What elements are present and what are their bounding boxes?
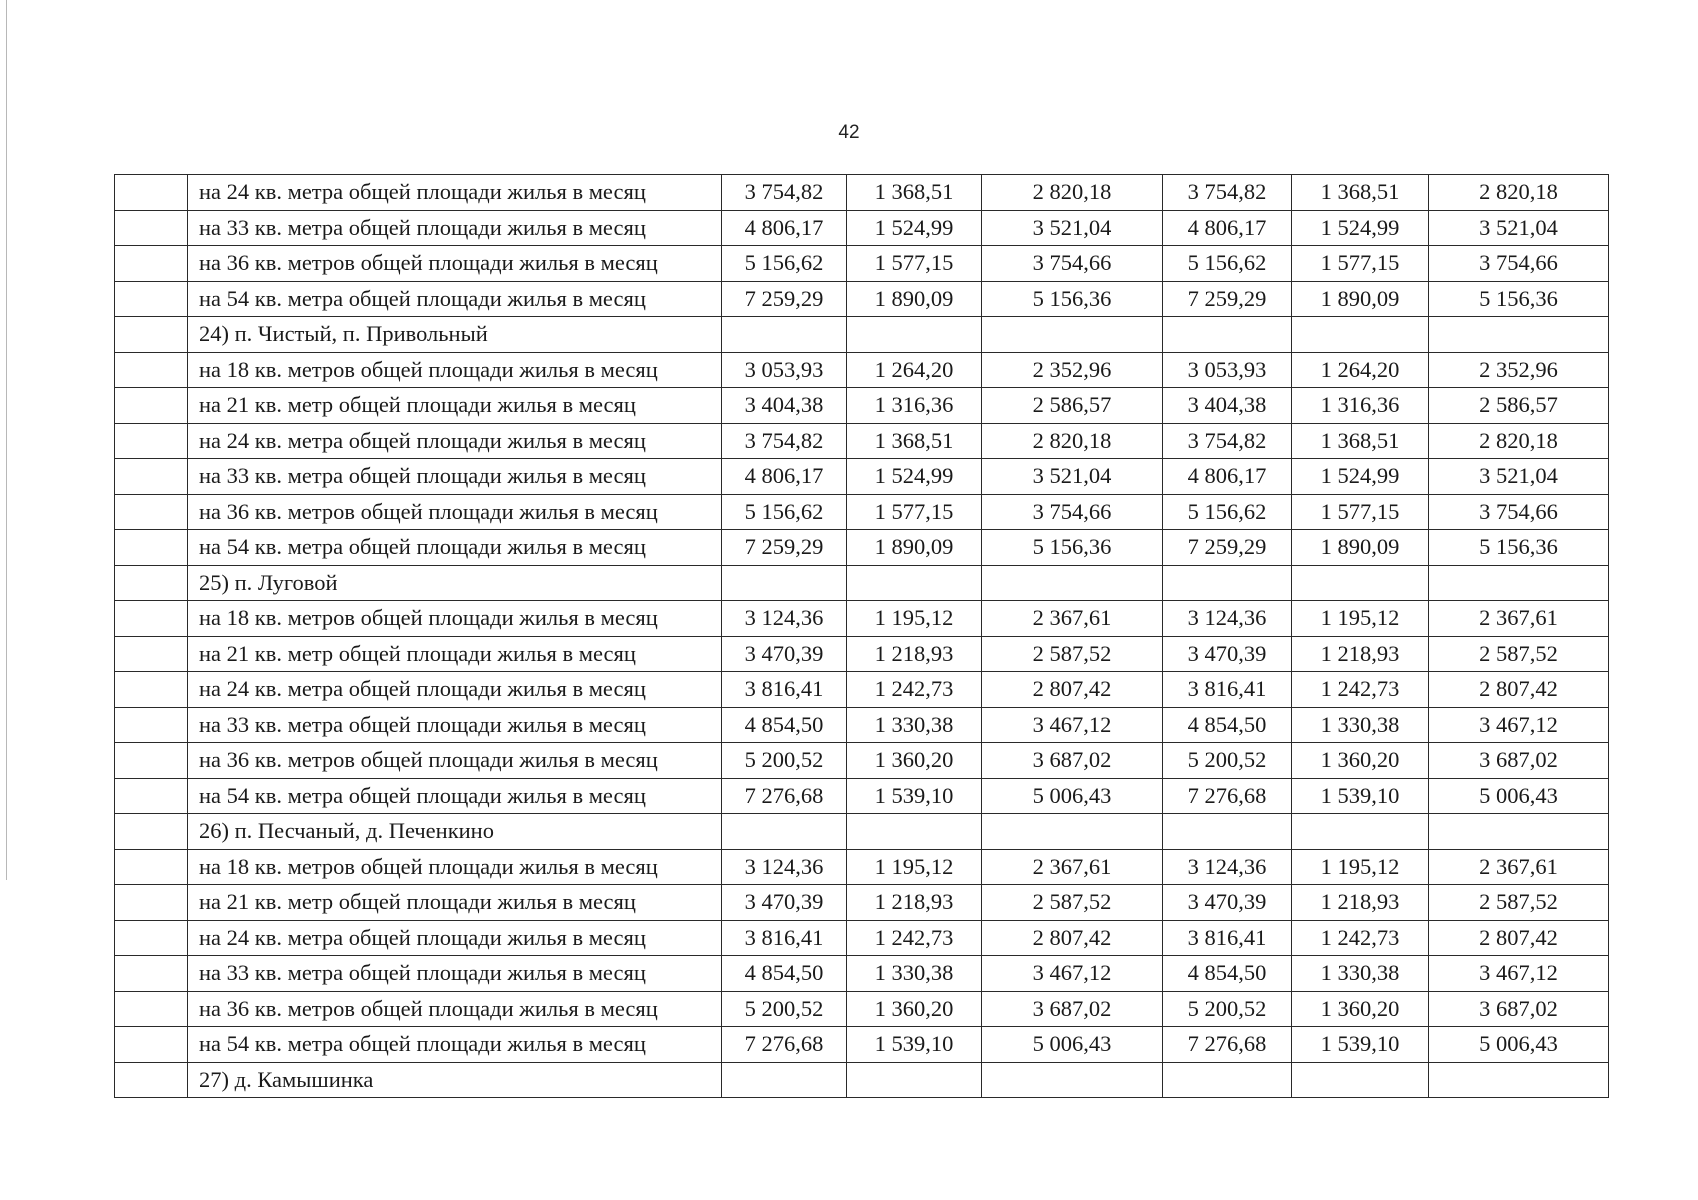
value-cell: 1 264,20 — [847, 352, 982, 388]
value-cell: 4 854,50 — [722, 707, 847, 743]
value-cell: 3 470,39 — [722, 636, 847, 672]
value-cell: 2 352,96 — [1429, 352, 1609, 388]
value-cell: 2 807,42 — [1429, 920, 1609, 956]
value-cell: 1 195,12 — [847, 601, 982, 637]
row-number-cell — [115, 707, 188, 743]
value-cell: 5 156,62 — [1163, 246, 1292, 282]
value-cell: 3 521,04 — [982, 459, 1163, 495]
value-cell: 5 200,52 — [722, 991, 847, 1027]
row-number-cell — [115, 814, 188, 850]
value-cell: 5 006,43 — [982, 1027, 1163, 1063]
value-cell — [847, 565, 982, 601]
value-cell: 3 467,12 — [982, 956, 1163, 992]
row-label: на 24 кв. метра общей площади жилья в месяц — [188, 423, 722, 459]
table-row — [115, 494, 1609, 530]
value-cell: 2 367,61 — [982, 601, 1163, 637]
value-cell: 3 467,12 — [1429, 707, 1609, 743]
value-cell: 3 467,12 — [1429, 956, 1609, 992]
value-cell: 1 577,15 — [847, 246, 982, 282]
row-label: на 33 кв. метра общей площади жилья в месяц — [188, 459, 722, 495]
table-row — [115, 956, 1609, 992]
value-cell: 5 200,52 — [722, 743, 847, 779]
value-cell: 1 242,73 — [847, 672, 982, 708]
value-cell: 3 816,41 — [1163, 672, 1292, 708]
value-cell: 1 218,93 — [1292, 885, 1429, 921]
value-cell: 5 200,52 — [1163, 991, 1292, 1027]
section-title: 26) п. Песчаный, д. Печенкино — [188, 814, 722, 850]
value-cell: 3 754,66 — [982, 494, 1163, 530]
value-cell: 2 586,57 — [982, 388, 1163, 424]
value-cell: 1 264,20 — [1292, 352, 1429, 388]
row-label: на 33 кв. метра общей площади жилья в месяц — [188, 210, 722, 246]
row-number-cell — [115, 175, 188, 211]
value-cell: 3 687,02 — [982, 991, 1163, 1027]
value-cell: 3 521,04 — [1429, 210, 1609, 246]
value-cell: 1 368,51 — [847, 423, 982, 459]
value-cell: 3 053,93 — [1163, 352, 1292, 388]
value-cell: 5 006,43 — [1429, 778, 1609, 814]
row-number-cell — [115, 991, 188, 1027]
value-cell: 1 360,20 — [847, 743, 982, 779]
value-cell: 2 367,61 — [1429, 601, 1609, 637]
table-row — [115, 175, 1609, 211]
value-cell: 3 470,39 — [1163, 885, 1292, 921]
row-number-cell — [115, 352, 188, 388]
value-cell: 1 368,51 — [1292, 423, 1429, 459]
value-cell — [722, 814, 847, 850]
row-label: на 33 кв. метра общей площади жилья в месяц — [188, 707, 722, 743]
value-cell: 7 259,29 — [722, 530, 847, 566]
row-label: на 54 кв. метра общей площади жилья в месяц — [188, 778, 722, 814]
value-cell: 2 820,18 — [982, 423, 1163, 459]
section-row — [115, 565, 1609, 601]
value-cell: 3 687,02 — [1429, 743, 1609, 779]
value-cell: 1 242,73 — [1292, 920, 1429, 956]
value-cell: 2 807,42 — [982, 672, 1163, 708]
table-row — [115, 991, 1609, 1027]
value-cell: 2 587,52 — [982, 885, 1163, 921]
value-cell: 1 539,10 — [1292, 778, 1429, 814]
value-cell: 1 330,38 — [1292, 956, 1429, 992]
value-cell — [1292, 1062, 1429, 1098]
value-cell: 1 360,20 — [1292, 743, 1429, 779]
value-cell: 1 524,99 — [847, 459, 982, 495]
value-cell: 3 053,93 — [722, 352, 847, 388]
value-cell: 1 360,20 — [847, 991, 982, 1027]
table-row — [115, 281, 1609, 317]
row-label: на 36 кв. метров общей площади жилья в месяц — [188, 494, 722, 530]
value-cell: 1 524,99 — [1292, 210, 1429, 246]
value-cell: 5 156,62 — [1163, 494, 1292, 530]
table-row — [115, 423, 1609, 459]
value-cell: 1 368,51 — [1292, 175, 1429, 211]
value-cell — [1429, 317, 1609, 353]
table-row — [115, 1027, 1609, 1063]
value-cell: 1 330,38 — [847, 707, 982, 743]
value-cell: 1 539,10 — [847, 778, 982, 814]
value-cell: 3 687,02 — [1429, 991, 1609, 1027]
value-cell: 3 124,36 — [1163, 849, 1292, 885]
row-label: на 36 кв. метров общей площади жилья в месяц — [188, 991, 722, 1027]
value-cell: 3 754,66 — [982, 246, 1163, 282]
row-number-cell — [115, 423, 188, 459]
value-cell — [1163, 565, 1292, 601]
value-cell: 4 854,50 — [1163, 956, 1292, 992]
value-cell: 7 259,29 — [1163, 281, 1292, 317]
row-number-cell — [115, 494, 188, 530]
row-label: на 21 кв. метр общей площади жилья в месяц — [188, 885, 722, 921]
table-row — [115, 672, 1609, 708]
value-cell: 7 259,29 — [1163, 530, 1292, 566]
table-row — [115, 246, 1609, 282]
value-cell: 3 521,04 — [1429, 459, 1609, 495]
value-cell: 2 587,52 — [1429, 636, 1609, 672]
value-cell: 7 259,29 — [722, 281, 847, 317]
value-cell: 7 276,68 — [1163, 778, 1292, 814]
value-cell — [1429, 1062, 1609, 1098]
value-cell: 2 820,18 — [1429, 175, 1609, 211]
value-cell — [722, 1062, 847, 1098]
value-cell: 5 156,36 — [982, 530, 1163, 566]
row-label: на 24 кв. метра общей площади жилья в месяц — [188, 672, 722, 708]
value-cell: 5 156,36 — [1429, 281, 1609, 317]
value-cell: 7 276,68 — [722, 778, 847, 814]
table-row — [115, 636, 1609, 672]
row-number-cell — [115, 530, 188, 566]
value-cell: 4 806,17 — [1163, 459, 1292, 495]
value-cell: 1 368,51 — [847, 175, 982, 211]
section-row — [115, 814, 1609, 850]
value-cell: 5 006,43 — [982, 778, 1163, 814]
value-cell: 3 124,36 — [1163, 601, 1292, 637]
value-cell: 1 195,12 — [847, 849, 982, 885]
value-cell: 1 890,09 — [847, 530, 982, 566]
value-cell: 3 470,39 — [722, 885, 847, 921]
value-cell: 7 276,68 — [1163, 1027, 1292, 1063]
row-number-cell — [115, 743, 188, 779]
value-cell: 1 218,93 — [847, 885, 982, 921]
row-number-cell — [115, 885, 188, 921]
row-number-cell — [115, 565, 188, 601]
value-cell — [1163, 814, 1292, 850]
row-number-cell — [115, 281, 188, 317]
value-cell: 1 218,93 — [847, 636, 982, 672]
value-cell: 1 218,93 — [1292, 636, 1429, 672]
value-cell: 1 890,09 — [1292, 530, 1429, 566]
value-cell: 3 404,38 — [1163, 388, 1292, 424]
value-cell: 2 820,18 — [1429, 423, 1609, 459]
row-number-cell — [115, 388, 188, 424]
table-row — [115, 530, 1609, 566]
value-cell — [982, 317, 1163, 353]
value-cell: 1 316,36 — [847, 388, 982, 424]
value-cell: 1 195,12 — [1292, 601, 1429, 637]
value-cell: 3 816,41 — [722, 920, 847, 956]
row-label: на 18 кв. метров общей площади жилья в месяц — [188, 849, 722, 885]
value-cell: 1 577,15 — [847, 494, 982, 530]
row-label: на 33 кв. метра общей площади жилья в месяц — [188, 956, 722, 992]
value-cell: 2 586,57 — [1429, 388, 1609, 424]
value-cell: 2 367,61 — [982, 849, 1163, 885]
row-number-cell — [115, 778, 188, 814]
value-cell: 1 330,38 — [1292, 707, 1429, 743]
value-cell: 2 367,61 — [1429, 849, 1609, 885]
row-number-cell — [115, 1062, 188, 1098]
value-cell: 1 539,10 — [847, 1027, 982, 1063]
value-cell: 3 470,39 — [1163, 636, 1292, 672]
value-cell: 5 156,62 — [722, 246, 847, 282]
row-label: на 54 кв. метра общей площади жилья в месяц — [188, 281, 722, 317]
value-cell: 1 539,10 — [1292, 1027, 1429, 1063]
value-cell — [847, 814, 982, 850]
value-cell: 5 156,36 — [982, 281, 1163, 317]
row-number-cell — [115, 459, 188, 495]
value-cell: 3 754,82 — [1163, 175, 1292, 211]
table-row — [115, 352, 1609, 388]
value-cell: 1 242,73 — [1292, 672, 1429, 708]
value-cell: 2 587,52 — [982, 636, 1163, 672]
value-cell: 1 577,15 — [1292, 494, 1429, 530]
row-label: на 24 кв. метра общей площади жилья в месяц — [188, 920, 722, 956]
tariff-table — [114, 174, 1609, 1098]
value-cell: 5 156,62 — [722, 494, 847, 530]
value-cell: 3 521,04 — [982, 210, 1163, 246]
table-row — [115, 849, 1609, 885]
value-cell: 4 806,17 — [722, 210, 847, 246]
value-cell — [1292, 814, 1429, 850]
value-cell: 3 754,82 — [722, 175, 847, 211]
value-cell: 2 587,52 — [1429, 885, 1609, 921]
table-row — [115, 388, 1609, 424]
value-cell: 1 577,15 — [1292, 246, 1429, 282]
value-cell — [1292, 565, 1429, 601]
value-cell: 3 816,41 — [722, 672, 847, 708]
table-row — [115, 210, 1609, 246]
row-label: на 18 кв. метров общей площади жилья в месяц — [188, 601, 722, 637]
value-cell: 2 352,96 — [982, 352, 1163, 388]
section-row — [115, 317, 1609, 353]
row-label: на 21 кв. метр общей площади жилья в месяц — [188, 636, 722, 672]
value-cell: 1 242,73 — [847, 920, 982, 956]
value-cell: 1 316,36 — [1292, 388, 1429, 424]
table-row — [115, 920, 1609, 956]
section-title: 25) п. Луговой — [188, 565, 722, 601]
value-cell: 1 890,09 — [847, 281, 982, 317]
row-label: на 54 кв. метра общей площади жилья в месяц — [188, 1027, 722, 1063]
value-cell: 3 816,41 — [1163, 920, 1292, 956]
row-number-cell — [115, 849, 188, 885]
value-cell: 2 807,42 — [982, 920, 1163, 956]
value-cell: 4 854,50 — [1163, 707, 1292, 743]
value-cell — [1429, 565, 1609, 601]
value-cell: 4 854,50 — [722, 956, 847, 992]
value-cell — [722, 317, 847, 353]
value-cell: 3 124,36 — [722, 849, 847, 885]
value-cell: 1 524,99 — [847, 210, 982, 246]
value-cell — [1163, 1062, 1292, 1098]
value-cell: 3 404,38 — [722, 388, 847, 424]
row-label: на 18 кв. метров общей площади жилья в месяц — [188, 352, 722, 388]
row-label: на 21 кв. метр общей площади жилья в месяц — [188, 388, 722, 424]
value-cell: 3 687,02 — [982, 743, 1163, 779]
value-cell: 5 156,36 — [1429, 530, 1609, 566]
page-number: 42 — [838, 122, 860, 143]
table-row — [115, 459, 1609, 495]
value-cell: 7 276,68 — [722, 1027, 847, 1063]
value-cell: 3 124,36 — [722, 601, 847, 637]
value-cell — [982, 1062, 1163, 1098]
table-row — [115, 601, 1609, 637]
row-number-cell — [115, 920, 188, 956]
section-row — [115, 1062, 1609, 1098]
row-label: на 36 кв. метров общей площади жилья в месяц — [188, 246, 722, 282]
section-title: 24) п. Чистый, п. Привольный — [188, 317, 722, 353]
value-cell — [1429, 814, 1609, 850]
value-cell — [847, 1062, 982, 1098]
value-cell: 4 806,17 — [722, 459, 847, 495]
row-number-cell — [115, 601, 188, 637]
table-row — [115, 707, 1609, 743]
value-cell — [1292, 317, 1429, 353]
value-cell — [722, 565, 847, 601]
table-row — [115, 778, 1609, 814]
row-number-cell — [115, 246, 188, 282]
value-cell: 1 524,99 — [1292, 459, 1429, 495]
table-body — [115, 175, 1609, 1098]
value-cell: 3 754,82 — [1163, 423, 1292, 459]
row-label: на 24 кв. метра общей площади жилья в месяц — [188, 175, 722, 211]
row-number-cell — [115, 210, 188, 246]
value-cell: 3 754,66 — [1429, 246, 1609, 282]
value-cell: 4 806,17 — [1163, 210, 1292, 246]
row-number-cell — [115, 1027, 188, 1063]
value-cell — [847, 317, 982, 353]
value-cell: 3 467,12 — [982, 707, 1163, 743]
row-number-cell — [115, 317, 188, 353]
row-number-cell — [115, 956, 188, 992]
row-number-cell — [115, 636, 188, 672]
table-row — [115, 743, 1609, 779]
value-cell: 1 195,12 — [1292, 849, 1429, 885]
value-cell — [982, 814, 1163, 850]
table-row — [115, 885, 1609, 921]
row-label: на 54 кв. метра общей площади жилья в месяц — [188, 530, 722, 566]
value-cell: 1 890,09 — [1292, 281, 1429, 317]
row-label: на 36 кв. метров общей площади жилья в месяц — [188, 743, 722, 779]
section-title: 27) д. Камышинка — [188, 1062, 722, 1098]
value-cell — [1163, 317, 1292, 353]
value-cell: 3 754,82 — [722, 423, 847, 459]
value-cell: 1 360,20 — [1292, 991, 1429, 1027]
value-cell: 5 006,43 — [1429, 1027, 1609, 1063]
value-cell: 2 820,18 — [982, 175, 1163, 211]
value-cell: 3 754,66 — [1429, 494, 1609, 530]
value-cell: 5 200,52 — [1163, 743, 1292, 779]
value-cell: 1 330,38 — [847, 956, 982, 992]
value-cell — [982, 565, 1163, 601]
row-number-cell — [115, 672, 188, 708]
value-cell: 2 807,42 — [1429, 672, 1609, 708]
